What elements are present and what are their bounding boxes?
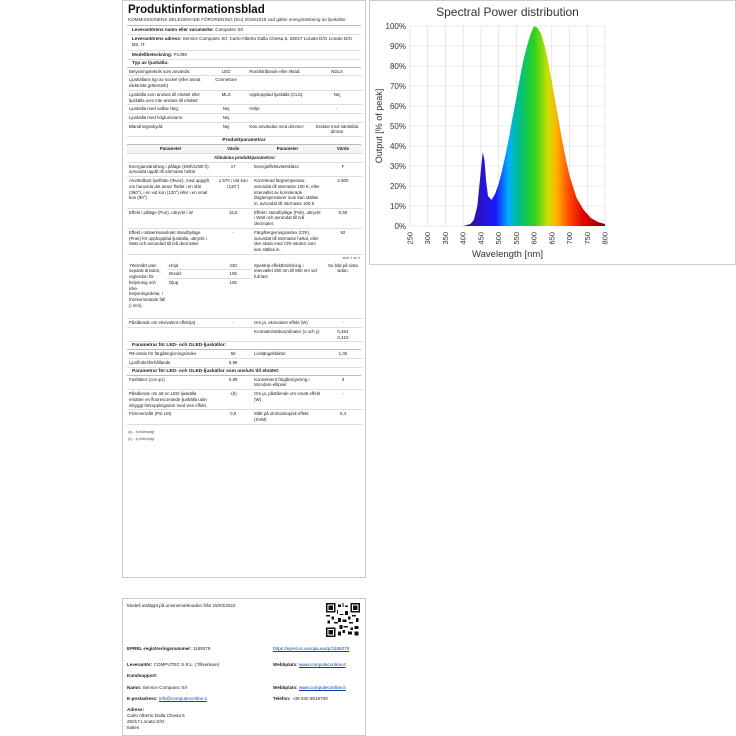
type-row-cell: Endast med särskilda dimrar [311, 122, 363, 136]
general-row-cell: 92 [323, 228, 363, 254]
model-label: Modellbeteckning: [132, 51, 173, 57]
general-row-cell: Färgåtergivningsindex (CRI), avrundat till närmaste heltal, eller den skala med CRI-värden som kan ställas in. [252, 228, 323, 254]
type-row-cell: Nej [311, 90, 363, 104]
y-axis-label: Output [% of peak] [374, 88, 384, 164]
y-tick-label: 60% [389, 102, 406, 111]
type-row [127, 90, 363, 104]
type-row-cell: NDLS [311, 68, 363, 76]
type-row-cell: Belysningsteknik som används: [127, 68, 205, 76]
y-tick-label: 50% [389, 122, 406, 131]
params-head-3: Parameter [252, 145, 323, 153]
type-row-cell: Ljuskälla med valbar färg: [127, 105, 205, 114]
x-tick-label: 800 [600, 232, 610, 245]
type-row [127, 114, 363, 123]
type-row-cell: Kan användas med dimmer: [247, 122, 311, 136]
dim-value-1: 220 [214, 262, 252, 270]
addr-line-2: 25017 Lonato D/G [127, 718, 165, 724]
y-tick-label: 10% [389, 202, 406, 211]
type-row-cell: Nej [205, 122, 247, 136]
general-row-cell: 2 600 [323, 177, 363, 209]
type-row-cell [247, 114, 311, 123]
x-tick-label: 300 [423, 232, 433, 245]
x-tick-label: 750 [582, 232, 592, 245]
led-row-cell [323, 359, 363, 368]
general-row-cell: Korrelerad färgtemperatur, avrundat till närmaste 100 K, eller intervallet av korrelerade färgtemperaturer som kan ställas in, avrundat till närmaste 100 K [252, 177, 323, 209]
mains-row-cell: 0,89 [214, 376, 252, 390]
phone-value: +39 030 9919700 [291, 696, 328, 701]
y-tick-label: 40% [389, 142, 406, 151]
type-row-cell [311, 114, 363, 123]
addr-label: Adress: [127, 707, 145, 712]
email-label: E-postadress: [127, 696, 158, 701]
dim-value-3: 105 [214, 279, 252, 319]
type-row-cell: Hölje: [247, 105, 311, 114]
x-tick-label: 400 [458, 232, 468, 245]
contact-label: Kundsupport: [127, 673, 158, 678]
eprel-value: 1169279 [192, 646, 211, 651]
supplier-info-sheet [122, 598, 366, 736]
params-head-2: Värde [214, 145, 252, 153]
chroma-row [127, 327, 363, 341]
chroma-values [323, 327, 363, 341]
x-tick-label: 600 [529, 232, 539, 245]
web2-line [273, 685, 346, 691]
mains-row-cell: Flimmermått (Pst LM) [127, 410, 214, 424]
footnote-b: (b) - ej tillämpligt [128, 436, 155, 441]
led-table [127, 350, 363, 367]
y-tick-label: 100% [385, 22, 406, 31]
type-row-cell: Rundstrålande eller riktad: [247, 68, 311, 76]
general-row [127, 228, 363, 254]
mains-row-cell: Påstående om att en LED-ljuskälla ersätter en fluorescerande ljuskälla utan inbyggt förkopplingsdon med viss effekt. [127, 390, 214, 410]
y-tick-label: 80% [389, 62, 406, 71]
general-row [127, 162, 363, 176]
address-line [127, 35, 361, 50]
type-row-cell [247, 76, 311, 90]
address-value: Service Computec Srl, Carlo Alberto Dalla Chiesa 5, 25017 Lonato D/G Lonato D/G BS, IT [132, 36, 353, 48]
web-link[interactable]: www.computeconline.it [298, 662, 346, 667]
mains-table [127, 376, 363, 425]
general-row-cell: F [323, 162, 363, 176]
address-block [127, 707, 185, 731]
name-label: Namn: [127, 685, 142, 690]
equiv-label: Om ja, ekvivalent effekt (W) [252, 319, 323, 328]
led-row-cell: R9-värde för färgåtergivningsindex [127, 350, 214, 358]
y-tick-label: 90% [389, 42, 406, 51]
chroma-label: Kromaticitetskoordinater (x och y) [252, 327, 323, 341]
page-note: sida 1 av 4 [342, 255, 360, 260]
general-row [127, 177, 363, 209]
x-tick-label: 450 [476, 232, 486, 245]
spectral-chart [369, 0, 736, 265]
general-row-cell: - [214, 228, 252, 254]
type-row-cell: LED [205, 68, 247, 76]
supplier-value: Computec Srl [215, 26, 244, 32]
general-row-cell: 17 [214, 162, 252, 176]
phone-line [273, 696, 328, 702]
dim-value-2: 105 [214, 270, 252, 279]
type-row-cell: Connettore [205, 76, 247, 90]
x-tick-label: 700 [565, 232, 575, 245]
product-info-sheet [122, 0, 366, 578]
type-row-cell: Nej [205, 114, 247, 123]
qr-code-icon[interactable] [326, 603, 360, 637]
claim-value: - [214, 319, 252, 328]
mains-section-title: Parametrar för LED- och OLED-ljuskällor som ansluts till elnätet: [127, 368, 361, 376]
params-title: Produktparametrar [127, 137, 361, 145]
general-row-cell: 0,50 [323, 208, 363, 228]
supplier-line [127, 26, 361, 35]
email-link[interactable]: info@computeconline.it [158, 696, 207, 701]
eprel-label: EPREL-registreringsnummer: [127, 646, 192, 651]
type-row-cell: Ljuskälla som ansluts till elnätet eller ljuskälla som inte ansluts till elnätet: [127, 90, 205, 104]
y-tick-label: 30% [389, 162, 406, 171]
regulation-subtitle: KOMMISSIONENS DELEGERADE FÖRORDNING (EU) 2019/2015 vad gäller energimärkning av ljuskällor [128, 17, 346, 22]
params-header-row [127, 145, 363, 153]
led-row-cell: 0,96 [214, 359, 252, 368]
name-line [127, 685, 187, 691]
type-section-title: Typ av ljuskälla: [127, 60, 361, 68]
chroma-spacer [127, 327, 252, 341]
dim-name-1: Höjd [167, 262, 214, 270]
x-tick-label: 250 [405, 232, 415, 245]
general-row-cell: Effekt i påläge (Pon), uttryckt i W [127, 208, 214, 228]
x-tick-label: 500 [494, 232, 504, 245]
web2-link[interactable]: www.computeconline.it [298, 685, 346, 690]
led-row-cell: 1,00 [323, 350, 363, 358]
model-value: P1496 [173, 51, 187, 57]
general-row [127, 208, 363, 228]
x-axis-label: Wavelength [nm] [472, 249, 543, 260]
general-row-cell: Effekt i standbyläge (Psb), uttryckt i Watt och avrundat till två decimaler. [252, 208, 323, 228]
led-row [127, 359, 363, 368]
web-line [273, 662, 346, 668]
type-row-cell: Uppkopplad ljuskälla (CLS): [247, 90, 311, 104]
mains-row-cell: Konsekvent färgåtergivning i McAdam-ellipser [252, 376, 323, 390]
mains-row-cell: 0,9 [214, 410, 252, 424]
general-title: Allmänna produktparametrar: [127, 153, 363, 162]
y-tick-labels [386, 22, 406, 231]
supplier-label: Leverantörens namn eller varumärke: [132, 26, 214, 32]
web2-label: Webbplats: [273, 685, 298, 690]
type-row [127, 105, 363, 114]
type-row-cell: Bländningsskydd: [127, 122, 205, 136]
params-head-1: Parameter [127, 145, 214, 153]
general-row-cell: Energieffektivitetsklass [252, 162, 323, 176]
claim-row [127, 319, 363, 328]
mains-row-cell: Fasfaktor (cos φ1) [127, 376, 214, 390]
spectral-value: Se bild på sista sidan. [323, 262, 363, 319]
type-row-cell: Nej [205, 105, 247, 114]
dim-name-2: Bredd [167, 270, 214, 279]
y-tick-label: 0% [394, 222, 406, 231]
y-tick-label: 20% [389, 182, 406, 191]
params-head-4: Värde [323, 145, 363, 153]
spectral-chart-svg [370, 1, 735, 264]
supplier-footer-label: Leverantör: [127, 662, 153, 667]
mains-row-cell: 3 [323, 376, 363, 390]
model-line [127, 51, 361, 60]
general-row-cell: Energianvändning i påläge (kWh/1000 h), avrundat uppåt till närmaste heltal [127, 162, 214, 176]
led-row-cell: Ljusflödesförhållande [127, 359, 214, 368]
dims-row-1 [127, 262, 363, 270]
type-row-cell: Ljuskälla med högluminans: [127, 114, 205, 123]
email-line [127, 696, 207, 702]
mains-row [127, 410, 363, 424]
x-tick-labels [406, 232, 610, 245]
general-row-cell: Användbart ljusflöde (Φuse), med uppgift om huruvida det avser flödet i en sfär (360°), i en vid kon (120°) eller i en smal kon (90°) [127, 177, 214, 209]
footnote-a: (a) - ej tillämpligt [128, 429, 155, 434]
y-tick-label: 70% [389, 82, 406, 91]
type-row-cell: - [311, 105, 363, 114]
equiv-value: - [323, 319, 363, 328]
mains-row-cell: Mått på stroboskopisk effekt (SVM) [252, 410, 323, 424]
general-row-cell: Effekt i nätverksanslutet standbyläge (Pnet) för uppkopplad ljuskälla, uttryckt i Watt och avrundad till två decimaler. [127, 228, 214, 254]
claim-label: Påstående om ekvivalent effekt(a) [127, 319, 214, 328]
dim-name-3: Djup [167, 279, 214, 319]
model-note: Modell utsläppt på unionsmarknaden från 15/03/2022 [127, 603, 236, 608]
led-row-cell [252, 359, 323, 368]
mains-row-cell: 0,4 [323, 410, 363, 424]
mains-row-cell: Om ja, påstående om ersatt effekt (W) [252, 390, 323, 410]
spectral-label: Spektral effektfördelning i intervallet 250 nm till 800 nm vid full last [252, 262, 323, 319]
type-row-cell [311, 76, 363, 90]
eprel-link[interactable]: https://eprel.ec.europa.eu/qr/1169279 [273, 646, 350, 651]
mains-row-cell: -(b) [214, 390, 252, 410]
led-section-title: Parametrar för LED- och OLED-ljuskällor: [127, 342, 361, 350]
addr-line-1: Carlo Alberto Dalla Chiesa 5 [127, 712, 185, 718]
mains-row-cell: - [323, 390, 363, 410]
led-row-cell: Livslängdsfaktor [252, 350, 323, 358]
chart-title: Spectral Power distribution [436, 5, 579, 19]
type-row-cell: Ljuskällans typ av sockel (eller annat elektriskt gränssnitt) [127, 76, 205, 90]
params-table [127, 145, 363, 255]
x-tick-label: 550 [511, 232, 521, 245]
page-title: Produktinformationsblad [128, 4, 265, 16]
type-row [127, 122, 363, 136]
dims-table [127, 262, 363, 343]
led-row-cell: 56 [214, 350, 252, 358]
phone-label: Telefon: [273, 696, 291, 701]
supplier-footer-line [127, 662, 219, 668]
address-label: Leverantörens adress: [132, 36, 182, 42]
type-table [127, 68, 363, 137]
led-row [127, 350, 363, 358]
mains-row [127, 376, 363, 390]
x-tick-label: 650 [547, 232, 557, 245]
dims-label: Yttermått utan separat drivdon, reglerdon för belysning och icke-belysningsdelar, i förekommande fall (i mm). [127, 262, 167, 319]
chroma-x: 0,464 [337, 328, 349, 334]
supplier-footer-value: COMPUTEC S.R.L. (Tillverkare) [153, 662, 220, 667]
addr-line-3: Italien [127, 724, 140, 730]
mains-row [127, 390, 363, 410]
web-label: Webbplats: [273, 662, 298, 667]
type-row [127, 76, 363, 90]
type-row [127, 68, 363, 76]
type-row-cell: MLS [205, 90, 247, 104]
eprel-line [127, 646, 210, 652]
chroma-y: 0,410 [337, 334, 349, 340]
name-value: Service Computec Srl [142, 685, 187, 690]
general-title-row [127, 153, 363, 162]
general-row-cell: 1 570 i Vid kon (120°) [214, 177, 252, 209]
general-row-cell: 16,5 [214, 208, 252, 228]
x-tick-label: 350 [440, 232, 450, 245]
